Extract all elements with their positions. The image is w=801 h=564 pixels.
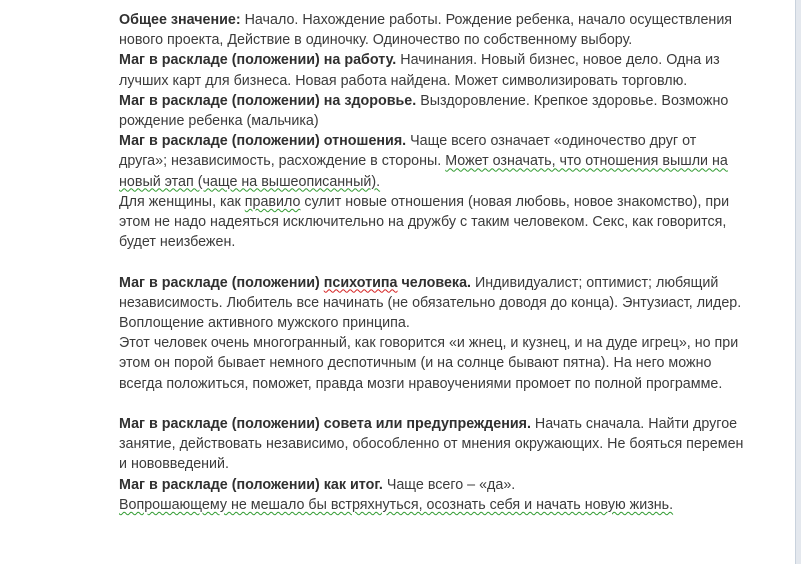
paragraph-text: Чаще всего – «да». [382, 476, 516, 493]
document-body[interactable] [119, 10, 744, 515]
paragraph-heading: Маг в раскладе (положении) на здоровье. [119, 92, 417, 109]
heading-part: человека. [397, 274, 471, 291]
paragraph-text: Начать сначала. Найти другое занятие, действовать независимо, обособленно от мнения окружающих. Не бояться перемен и нововведений. [119, 416, 744, 473]
paragraph-text: Для женщины, как [119, 193, 245, 210]
paragraph-work [119, 50, 744, 90]
paragraph-text: Начинания. Новый бизнес, новое дело. Одна из лучших карт для бизнеса. Новая работа найдена. Может символизировать торговлю. [119, 52, 720, 89]
empty-line [119, 252, 744, 272]
paragraph-text: Чаще всего означает «одиночество друг от друга»; независимость, расхождение в стороны. [119, 133, 697, 170]
empty-line [119, 394, 744, 414]
paragraph-heading: Маг в раскладе (положении) как итог. [119, 476, 383, 493]
paragraph-for-women [119, 192, 744, 253]
grammar-flagged-text[interactable]: Вопрошающему не мешало бы встряхнуться, осознать себя и начать новую жизнь. [119, 496, 674, 513]
paragraph-advice [119, 414, 744, 475]
paragraph-text: Начало. Нахождение работы. Рождение ребенка, начало осуществления нового проекта, Действие в одиночку. Одиночество по собственному выбору. [119, 12, 733, 49]
heading-part: Маг в раскладе (положении) [119, 274, 324, 291]
paragraph-text: Этот человек очень многогранный, как говорится «и жнец, и кузнец, и на дуде игрец», но при этом он порой бывает немного деспотичным (и на солнце бывают пятна). На него можно всегда положиться, поможет, правда мозги нравоучениями промоет по полной программе. [119, 335, 739, 392]
grammar-flagged-text[interactable]: Может означать, что отношения вышли на новый этап (чаще на вышеописанный). [119, 153, 728, 190]
paragraph-text: Выздоровление. Крепкое здоровье. Возможно рождение ребенка (мальчика) [119, 92, 729, 130]
paragraph-health [119, 91, 744, 131]
grammar-flagged-word[interactable]: правило [244, 193, 301, 210]
paragraph-relationships [119, 131, 744, 192]
paragraph-general-meaning [119, 10, 744, 50]
paragraph-person-description [119, 333, 744, 394]
paragraph-masculine-principle [119, 313, 744, 333]
window-frame-edge [795, 0, 801, 564]
paragraph-text: сулит новые отношения (новая любовь, новое знакомство), при этом не надо надеяться исключительно на дружбу с таким человеком. Секс, как говорится, будет неизбежен. [119, 193, 730, 251]
paragraph-heading: Общее значение: [119, 12, 241, 28]
paragraph-text: Воплощение активного мужского принципа. [119, 315, 410, 332]
paragraph-heading [119, 275, 471, 291]
paragraph-heading: Маг в раскладе (положении) на работу. [119, 52, 397, 69]
spelling-flagged-word[interactable]: психотипа [323, 274, 398, 291]
paragraph-psychotype [119, 273, 744, 313]
paragraph-outcome [119, 475, 744, 495]
paragraph-querent [119, 495, 744, 515]
paragraph-heading: Маг в раскладе (положении) отношения. [119, 133, 407, 150]
paragraph-heading: Маг в раскладе (положении) совета или предупреждения. [119, 416, 531, 433]
paragraph-text: Индивидуалист; оптимист; любящий независимость. Любитель все начинать (не обязательно доводя до конца). Энтузиаст, лидер. [119, 274, 742, 311]
